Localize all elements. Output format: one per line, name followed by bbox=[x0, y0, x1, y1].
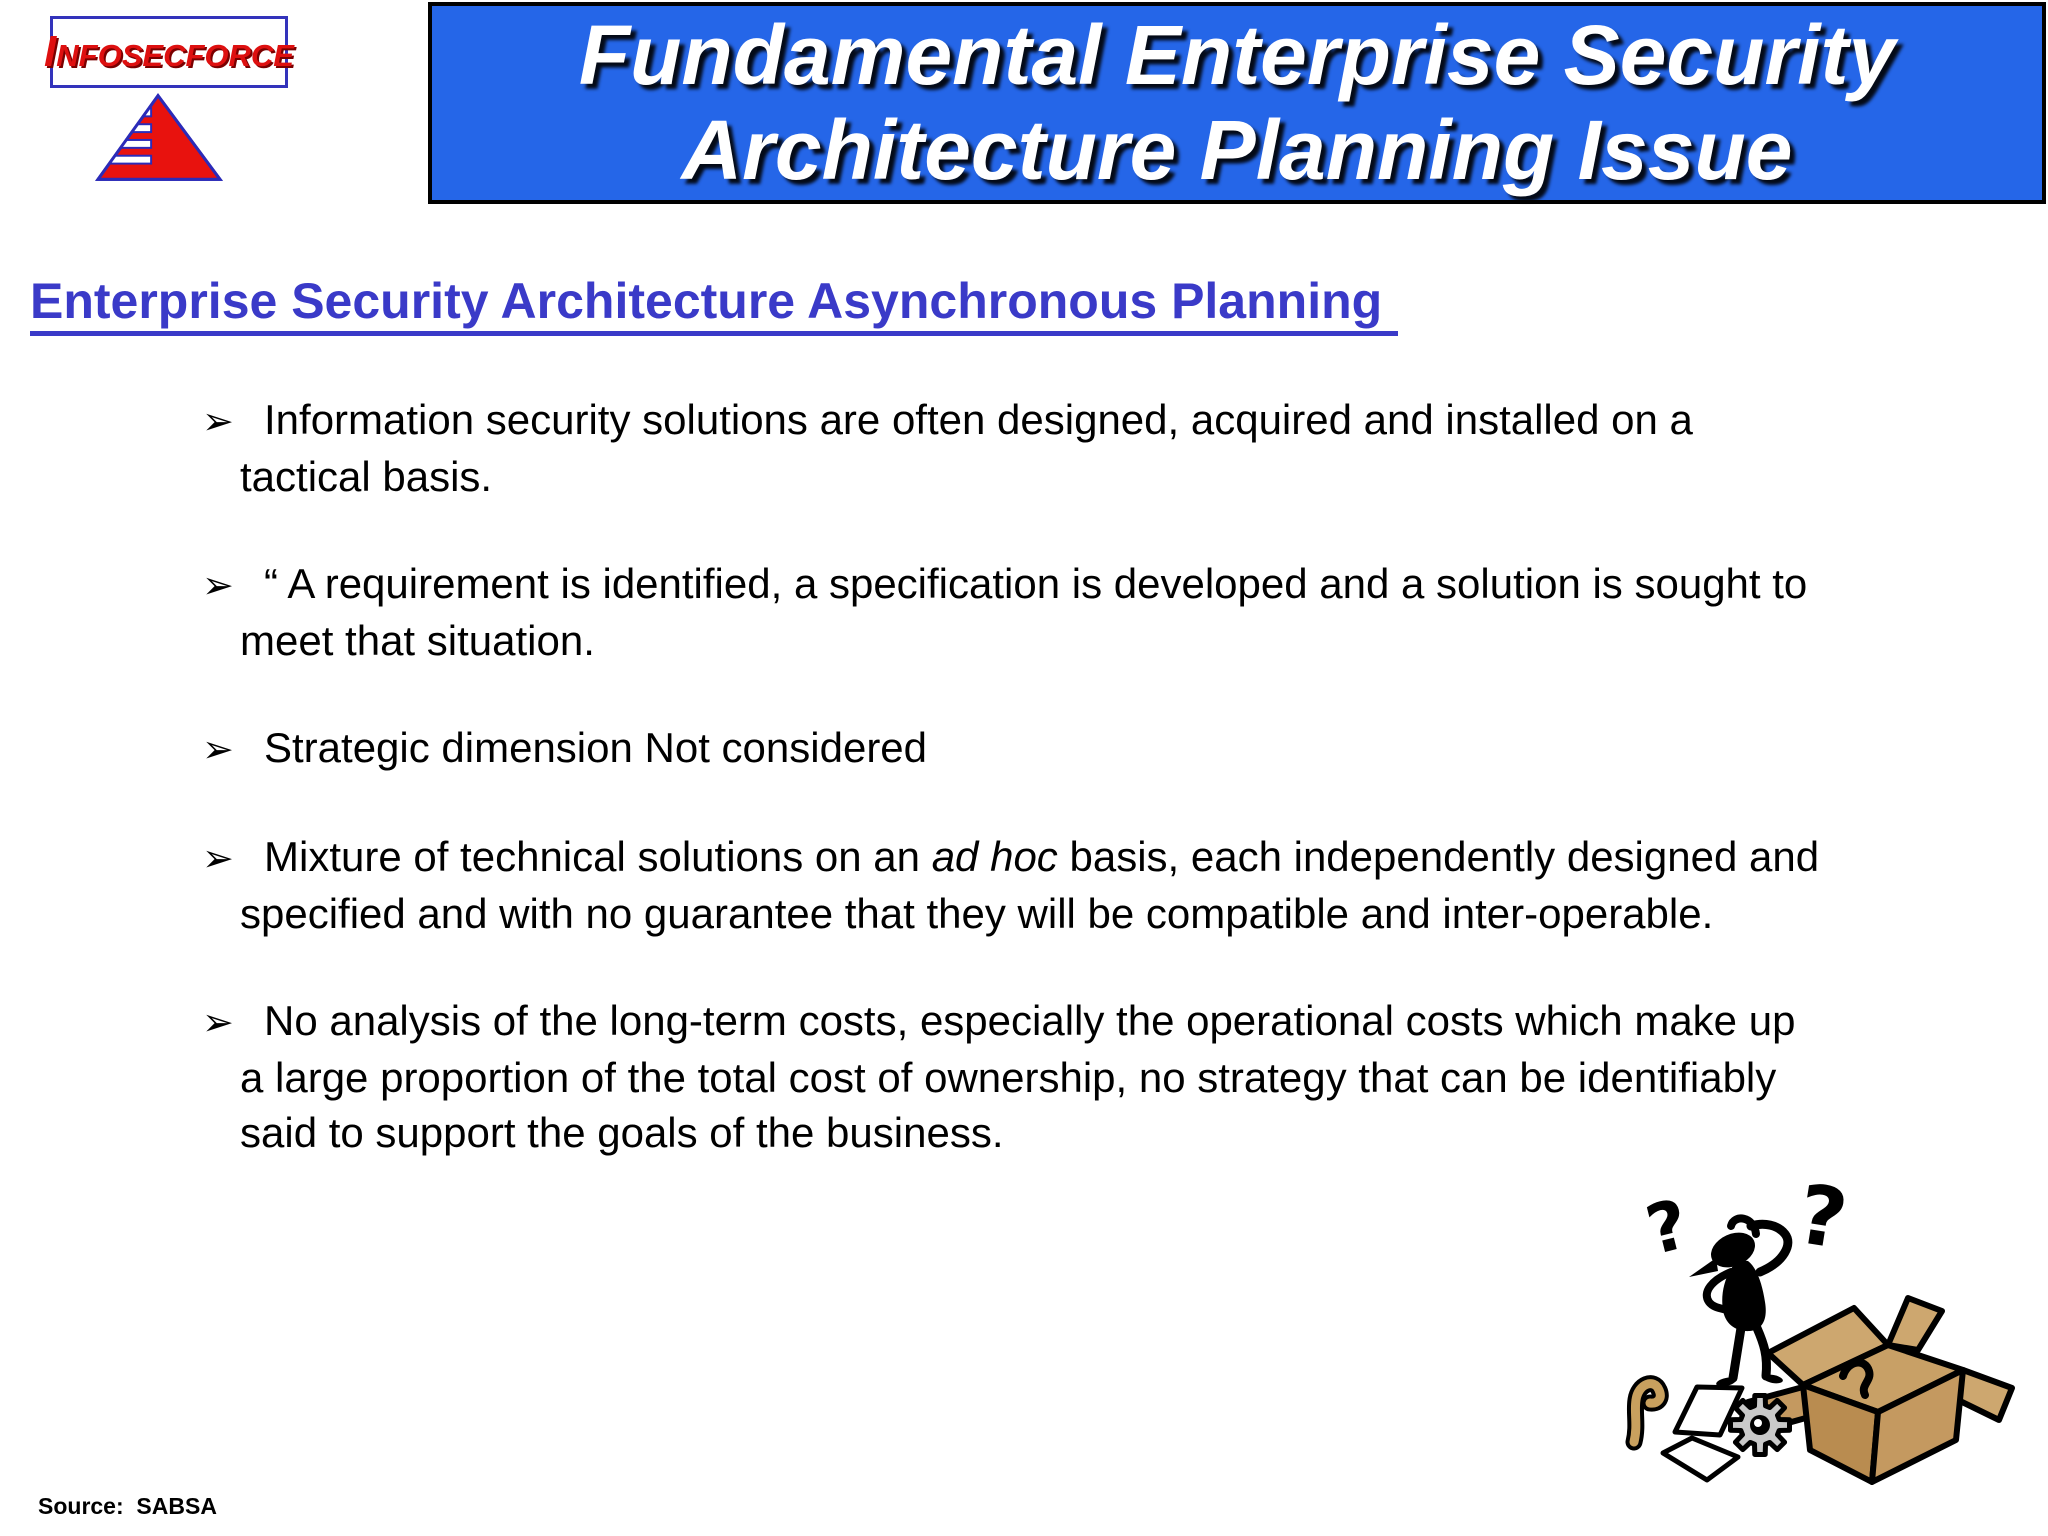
open-box-icon bbox=[1748, 1298, 2012, 1482]
bullet-item-5 bbox=[202, 993, 1820, 1160]
question-mark-icon: ? bbox=[1791, 1167, 1854, 1269]
bullet-item-2 bbox=[202, 556, 1820, 668]
confused-person-clipart bbox=[1588, 1150, 2048, 1520]
source-note: Source: SABSA bbox=[38, 1493, 217, 1519]
arrow-bullet-icon: ➢ bbox=[202, 836, 234, 880]
bullet-text: Mixture of technical solutions on an bbox=[264, 833, 932, 880]
stick-figure-icon bbox=[1689, 1218, 1788, 1388]
gear-icon bbox=[1731, 1396, 1790, 1455]
cane-icon bbox=[1634, 1384, 1660, 1442]
bullet-item-4 bbox=[202, 829, 1820, 941]
bullet-text: No analysis of the long-term costs, especially the operational costs which make up a large proportion of the total cost of ownership, no strategy that can be identifiably said to support the goals of the business. bbox=[240, 997, 1796, 1156]
section-heading bbox=[30, 272, 1398, 330]
bullet-text-italic: ad hoc bbox=[931, 833, 1058, 880]
bullet-list bbox=[0, 392, 1830, 1212]
question-mark-icon: ? bbox=[1638, 1185, 1697, 1272]
slide-title-line2: Architecture Planning Issue bbox=[681, 103, 1793, 197]
papers-icon bbox=[1663, 1387, 1742, 1480]
infosecforce-logo-text: Infosecforce bbox=[44, 27, 294, 76]
pyramid-logo-icon bbox=[95, 92, 223, 184]
infosecforce-logo-box bbox=[44, 16, 294, 88]
bullet-text: Strategic dimension Not considered bbox=[264, 724, 928, 771]
arrow-bullet-icon: ➢ bbox=[202, 1000, 234, 1044]
slide-title-line1: Fundamental Enterprise Security bbox=[578, 8, 1896, 102]
arrow-bullet-icon: ➢ bbox=[202, 399, 234, 443]
arrow-bullet-icon: ➢ bbox=[202, 563, 234, 607]
bullet-item-3 bbox=[202, 720, 1820, 777]
title-banner bbox=[428, 2, 2046, 204]
arrow-bullet-icon: ➢ bbox=[202, 727, 234, 771]
bullet-text: basis, each independently designed and specified and with no guarantee that they will be compatible and inter-operable. bbox=[240, 833, 1820, 937]
bullet-text: “ A requirement is identified, a specification is developed and a solution is sought to meet that situation. bbox=[240, 560, 1808, 664]
section-heading-text: Enterprise Security Architecture Asynchronous Planning bbox=[30, 273, 1398, 336]
bullet-item-1 bbox=[202, 392, 1820, 504]
bullet-text: Information security solutions are often designed, acquired and installed on a tactical basis. bbox=[240, 396, 1693, 500]
